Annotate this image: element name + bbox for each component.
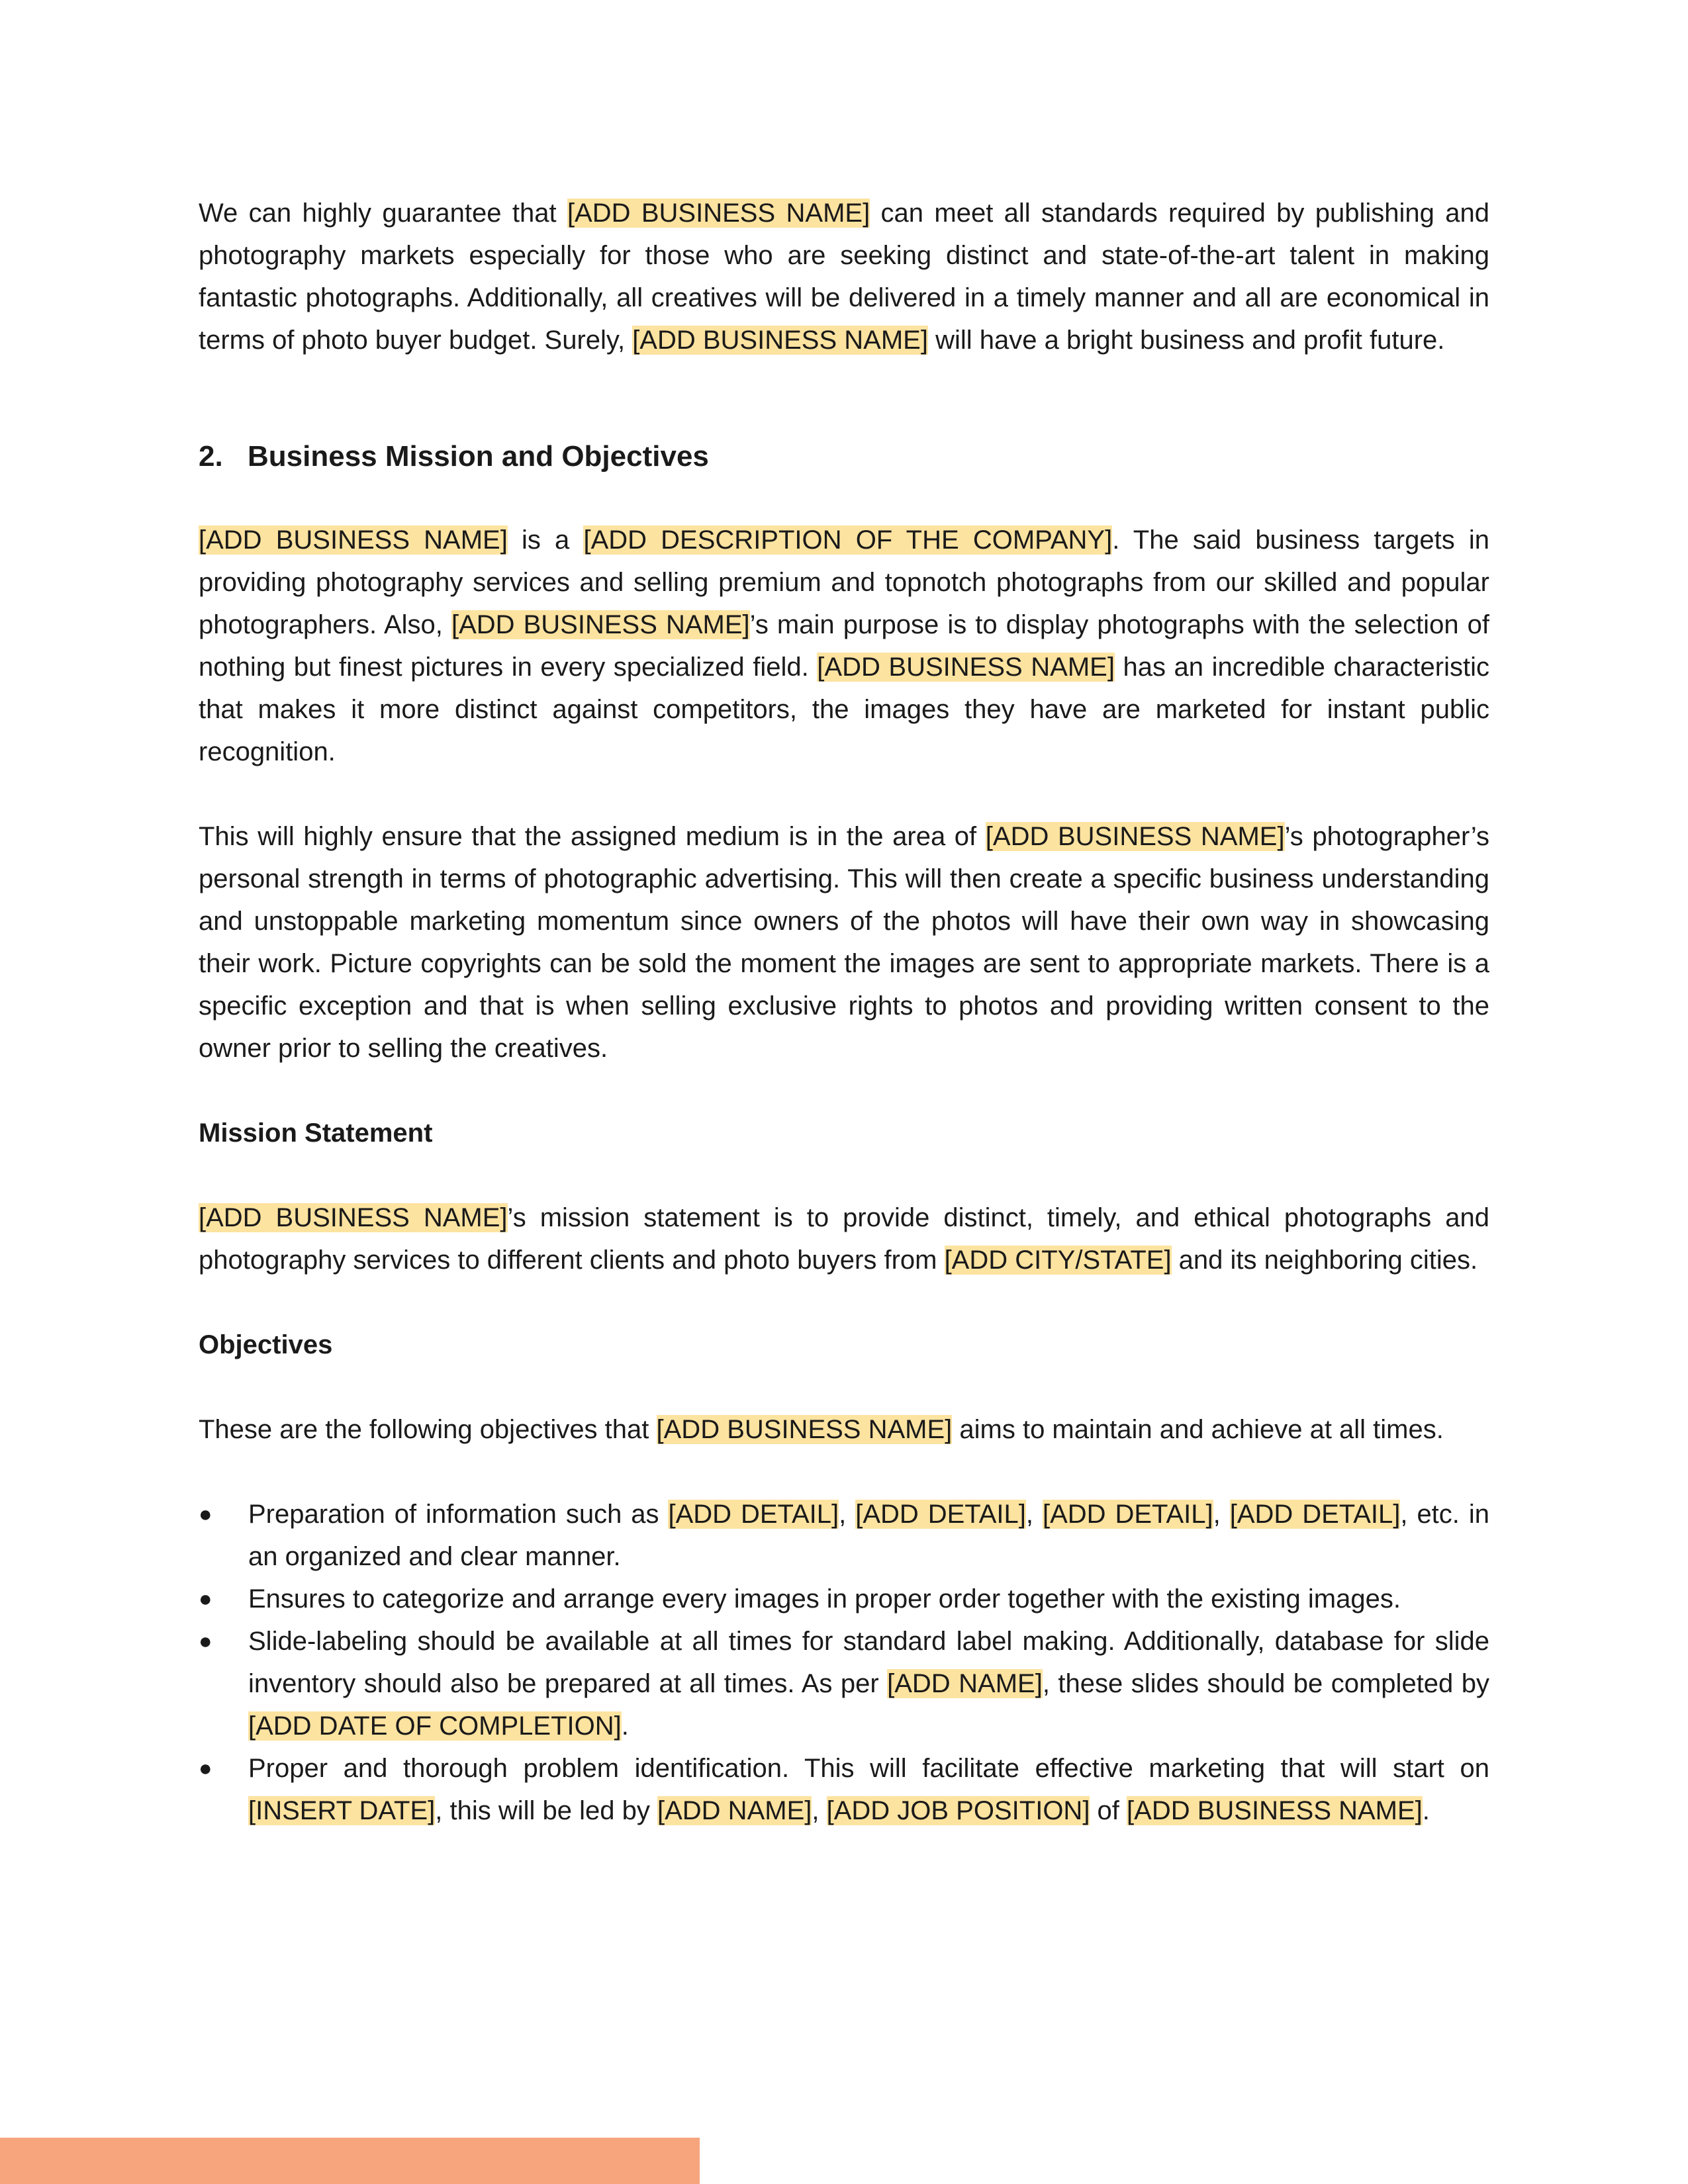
objectives-intro bbox=[199, 1408, 1489, 1451]
mission-paragraph-1 bbox=[199, 519, 1489, 773]
placeholder-date-of-completion[interactable]: [ADD DATE OF COMPLETION] bbox=[248, 1711, 622, 1741]
text-run: has an incredible characteristic that makes it more distinct against competitors, the images they have are marketed for instant public recognition. bbox=[199, 653, 1490, 766]
placeholder-detail[interactable]: [ADD DETAIL] bbox=[1042, 1500, 1213, 1529]
text-run: This will highly ensure that the assigned medium is in the area of bbox=[199, 822, 986, 851]
objectives-heading: Objectives bbox=[199, 1330, 333, 1359]
mission-statement-paragraph bbox=[199, 1197, 1489, 1281]
text-run: ’s mission statement is to provide distinct, timely, and ethical photographs and photography services to different clients and photo buyers from bbox=[199, 1203, 1489, 1275]
text-run: Ensures to categorize and arrange every images in proper order together with the existing images. bbox=[248, 1584, 1401, 1614]
text-run: will have a bright business and profit future. bbox=[927, 326, 1445, 355]
placeholder-city-state[interactable]: [ADD CITY/STATE] bbox=[944, 1246, 1172, 1275]
list-item: ● Proper and thorough problem identification. This will facilitate effective marketing that will start on [INSERT DATE], this will be led by [ADD NAME], [ADD JOB POSITION] of [ADD BUSINESS NAME]. bbox=[199, 1747, 1489, 1832]
text-run: . The said business targets in providing photography services and selling premium and topnotch photographs from our skilled and popular photographers. Also, bbox=[199, 525, 1489, 639]
bullet-icon: ● bbox=[199, 1756, 212, 1781]
text-run: Slide-labeling should be available at all times for standard label making. Additionally, database for slide inventory should also be prepared at all times. As per bbox=[248, 1627, 1489, 1698]
placeholder-name[interactable]: [ADD NAME] bbox=[657, 1796, 812, 1825]
placeholder-business-name[interactable]: [ADD BUSINESS NAME] bbox=[817, 653, 1115, 682]
text-run: These are the following objectives that bbox=[199, 1415, 657, 1444]
footer-accent-bar bbox=[0, 2138, 700, 2184]
list-item bbox=[199, 1620, 1489, 1747]
text-run: and its neighboring cities. bbox=[1171, 1246, 1478, 1275]
placeholder-business-name[interactable]: [ADD BUSINESS NAME] bbox=[656, 1415, 953, 1444]
section-title: Business Mission and Objectives bbox=[248, 440, 709, 473]
bullet-icon: ● bbox=[199, 1502, 212, 1527]
placeholder-name[interactable]: [ADD NAME] bbox=[887, 1669, 1043, 1698]
bullet-icon: ● bbox=[199, 1586, 212, 1612]
text-run: , this will be led by bbox=[435, 1796, 657, 1825]
text-run: is a bbox=[507, 525, 584, 555]
document-body bbox=[199, 192, 1489, 1832]
mission-paragraph-2 bbox=[199, 815, 1489, 1069]
text-run: aims to maintain and achieve at all times. bbox=[952, 1415, 1444, 1444]
text-run: Proper and thorough problem identification. This will facilitate effective marketing that will start on bbox=[248, 1754, 1489, 1783]
text-run: ’s photographer’s personal strength in terms of photographic advertising. This will then create a specific business understanding and unstoppable marketing momentum since owners of the photos will have their own way in showcasing their work. Picture copyrights can be sold the moment the images are sent to appropriate markets. There is a specific exception and that is when selling exclusive rights to photos and providing written consent to the owner prior to selling the creatives. bbox=[199, 822, 1489, 1063]
text-run: of bbox=[1090, 1796, 1127, 1825]
list-item bbox=[199, 1578, 1489, 1620]
text-run: . bbox=[621, 1711, 629, 1741]
placeholder-business-name[interactable]: [ADD BUSINESS NAME] bbox=[451, 610, 750, 639]
placeholder-business-name[interactable]: [ADD BUSINESS NAME] bbox=[1127, 1796, 1423, 1825]
section-number: 2. bbox=[199, 440, 223, 473]
placeholder-business-name[interactable]: [ADD BUSINESS NAME] bbox=[199, 1203, 508, 1232]
text-run: , these slides should be completed by bbox=[1042, 1669, 1490, 1698]
text-run: ’s main purpose is to display photographs with the selection of nothing but finest pictures in every specialized field. bbox=[199, 610, 1490, 682]
placeholder-detail[interactable]: [ADD DETAIL] bbox=[668, 1500, 839, 1529]
text-run: Preparation of information such as bbox=[248, 1500, 669, 1529]
text-run: , etc. in an organized and clear manner. bbox=[248, 1500, 1489, 1571]
placeholder-insert-date[interactable]: [INSERT DATE] bbox=[248, 1796, 436, 1825]
placeholder-business-name[interactable]: [ADD BUSINESS NAME] bbox=[199, 525, 508, 555]
text-run: can meet all standards required by publishing and photography markets especially for those who are seeking distinct and state-of-the-art talent in making fantastic photographs. Additionally, all creatives will be delivered in a timely manner and all are economical in terms of photo buyer budget. Surely, bbox=[199, 199, 1489, 355]
placeholder-business-name[interactable]: [ADD BUSINESS NAME] bbox=[567, 199, 870, 228]
bullet-icon: ● bbox=[199, 1629, 212, 1654]
placeholder-company-description[interactable]: [ADD DESCRIPTION OF THE COMPANY] bbox=[583, 525, 1113, 555]
objectives-list bbox=[199, 1493, 1489, 1832]
mission-statement-heading: Mission Statement bbox=[199, 1118, 433, 1148]
placeholder-business-name[interactable]: [ADD BUSINESS NAME] bbox=[985, 822, 1285, 851]
placeholder-business-name[interactable]: [ADD BUSINESS NAME] bbox=[632, 326, 928, 355]
placeholder-job-position[interactable]: [ADD JOB POSITION] bbox=[826, 1796, 1090, 1825]
list-item: ● Preparation of information such as [ADD DETAIL], [ADD DETAIL], [ADD DETAIL], [ADD DETAIL], etc. in an organized and clear manner. bbox=[199, 1493, 1489, 1578]
text-run: . bbox=[1422, 1796, 1430, 1825]
intro-paragraph bbox=[199, 192, 1489, 361]
section-heading bbox=[199, 435, 1489, 478]
placeholder-detail[interactable]: [ADD DETAIL] bbox=[1229, 1500, 1401, 1529]
placeholder-detail[interactable]: [ADD DETAIL] bbox=[855, 1500, 1026, 1529]
text-run: We can highly guarantee that bbox=[199, 199, 567, 228]
